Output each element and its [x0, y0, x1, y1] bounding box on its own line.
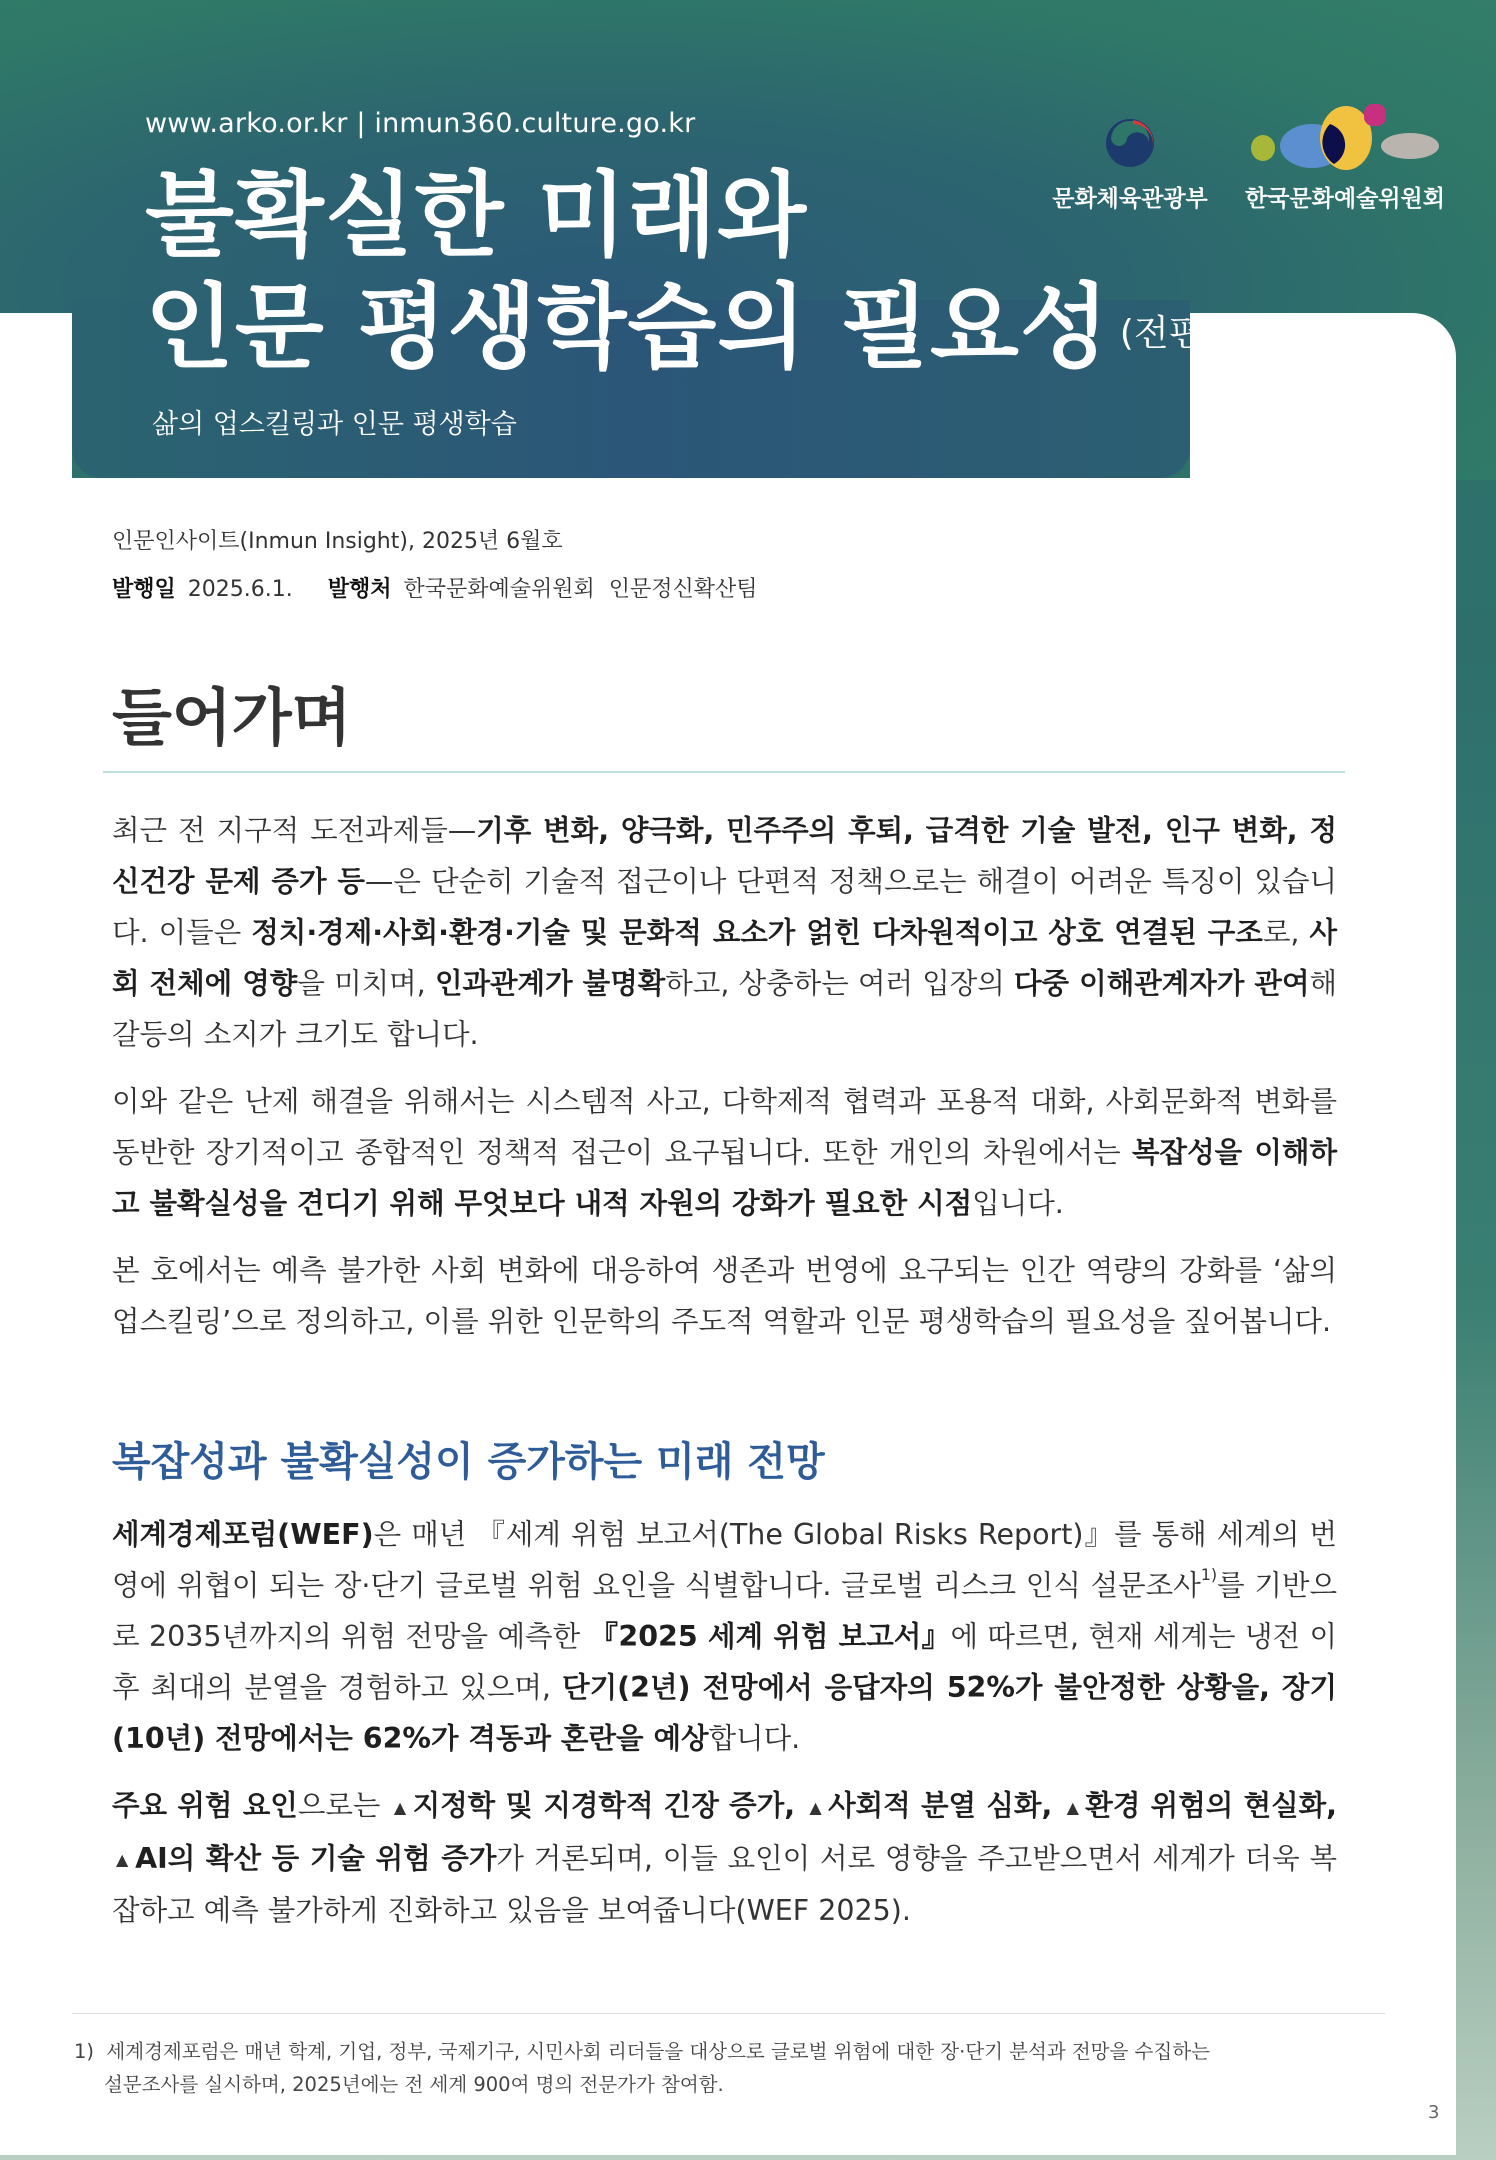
text: 본 호에서는 예측 불가한 사회 변화에 대응하여 생존과 번영에 요구되는 인간 역량의 강화를 ‘삶의 업스킬링’으로 정의하고, 이를 위한 인문학의 주도적 역할과 인문 평생학습의 필요성을 짚어봅니다. — [112, 1254, 1337, 1338]
arko-logo — [1245, 104, 1445, 213]
title-line-1: 불확실한 미래와 — [145, 162, 808, 269]
footnote-divider — [72, 2013, 1385, 2014]
paragraph — [112, 1245, 1337, 1347]
bullet-triangle-icon: ▲ — [393, 1797, 407, 1817]
emphasis-text: 다중 이해관계자가 관여 — [1014, 967, 1310, 1000]
paragraph — [112, 1509, 1337, 1764]
text: 에 따르면, 현재 세계는 냉전 이후 최대의 분열을 경험하고 있으며, — [112, 1620, 1338, 1704]
emphasis-text: 사회적 분열 심화, — [828, 1789, 1063, 1822]
bullet-triangle-icon: ▲ — [1066, 1797, 1080, 1817]
footnote — [74, 2035, 1210, 2101]
title-suffix: (전편) — [1119, 312, 1218, 354]
text: 합니다. — [708, 1722, 801, 1755]
subtitle: 삶의 업스킬링과 인문 평생학습 — [152, 409, 517, 440]
section-heading-intro: 들어가며 — [112, 681, 352, 754]
arko-shapes-icon — [1250, 104, 1440, 170]
emphasis-text: 사회 전체에 영향 — [112, 916, 1337, 1000]
footnote-line-2: 설문조사를 실시하며, 2025년에는 전 세계 900여 명의 전문가가 참여함. — [104, 2073, 724, 2096]
title-line-2-text: 인문 평생학습의 필요성 — [145, 274, 1110, 381]
text: 입니다. — [972, 1187, 1064, 1220]
publisher: 한국문화예술위원회 인문정신확산팀 — [403, 577, 758, 602]
bullet-triangle-icon: ▲ — [809, 1797, 823, 1817]
text: —은 단순히 기술적 접근이나 단편적 정책으로는 해결이 어려운 특징이 있습니다. 이들은 — [112, 865, 1338, 949]
emphasis-text: 환경 위험의 현실화, — [1085, 1789, 1338, 1822]
bullet-triangle-icon: ▲ — [116, 1850, 130, 1869]
text: 로, — [1262, 916, 1310, 949]
footnote-line-1: 1) 세계경제포럼은 매년 학계, 기업, 정부, 국제기구, 시민사회 리더들을 대상으로 글로벌 위험에 대한 장·단기 분석과 전망을 수집하는 — [74, 2040, 1210, 2063]
text: 최근 전 지구적 도전과제들— — [112, 814, 477, 847]
date-label: 발행일 — [112, 577, 176, 602]
text: 이와 같은 난제 해결을 위해서는 시스템적 사고, 다학제적 협력과 포용적 대화, 사회문화적 변화를 동반한 장기적이고 종합적인 정책적 접근이 요구됩니다. 또한 개인의 차원에서는 — [112, 1085, 1337, 1169]
emphasis-text: 지정학 및 지경학적 긴장 증가, — [412, 1789, 806, 1822]
section-heading-outlook: 복잡성과 불확실성이 증가하는 미래 전망 — [112, 1439, 825, 1485]
paragraph — [112, 1076, 1337, 1229]
text: 으로는 — [297, 1789, 390, 1822]
emphasis-text: 복잡성을 이해하고 불확실성을 견디기 위해 무엇보다 내적 자원의 강화가 필요한 시점 — [112, 1136, 1337, 1220]
title-line-2 — [145, 272, 1217, 390]
heading-divider — [103, 771, 1345, 773]
text: 해 갈등의 소지가 크기도 합니다. — [112, 967, 1338, 1051]
emphasis-text: 주요 위험 요인 — [112, 1789, 298, 1822]
outlook-body — [112, 1509, 1337, 1952]
mcst-logo — [1050, 116, 1210, 213]
emphasis-text: AI의 확산 등 기술 위험 증가 — [135, 1841, 497, 1875]
publish-date: 2025.6.1. — [187, 577, 293, 602]
emphasis-text: 세계경제포럼(WEF) — [112, 1518, 374, 1551]
intro-body — [112, 805, 1337, 1363]
text: 하고, 상충하는 여러 입장의 — [665, 967, 1015, 1000]
text: 을 미치며, — [297, 967, 435, 1000]
mcst-logo-text: 문화체육관광부 — [1052, 186, 1208, 212]
emphasis-text: 단기(2년) 전망에서 응답자의 52%가 불안정한 상황을, 장기(10년) 전망에서는 62%가 격동과 혼란을 예상 — [112, 1671, 1337, 1755]
paragraph — [112, 1780, 1337, 1936]
taegeuk-emblem-icon — [1103, 116, 1157, 170]
emphasis-text: 『2025 세계 위험 보고서』 — [589, 1620, 951, 1653]
arko-logo-text: 한국문화예술위원회 — [1245, 186, 1445, 212]
footnote-ref: 1) — [1200, 1565, 1218, 1584]
publisher-label: 발행처 — [327, 577, 392, 602]
website-urls: www.arko.or.kr | inmun360.culture.go.kr — [145, 108, 696, 139]
page-number: 3 — [1428, 2102, 1440, 2123]
emphasis-text: 기후 변화, 양극화, 민주주의 후퇴, 급격한 기술 발전, 인구 변화, 정신건강 문제 증가 등 — [112, 814, 1337, 898]
emphasis-text: 인과관계가 불명확 — [434, 967, 666, 1000]
issue-info: 인문인사이트(Inmun Insight), 2025년 6월호 — [112, 529, 563, 554]
publication-info — [112, 572, 758, 603]
text: 가 거론되며, 이들 요인이 서로 영향을 주고받으면서 세계가 더욱 복잡하고 예측 불가하게 진화하고 있음을 보여줍니다(WEF 2025). — [112, 1841, 1338, 1927]
paragraph — [112, 805, 1337, 1060]
text: 은 매년 『세계 위험 보고서(The Global Risks Report)』를 통해 세계의 번영에 위협이 되는 장·단기 글로벌 위험 요인을 식별합니다. 글로벌 리스크 인식 설문조사 — [112, 1518, 1337, 1602]
emphasis-text: 정치·경제·사회·환경·기술 및 문화적 요소가 얽힌 다차원적이고 상호 연결된 구조 — [251, 916, 1263, 949]
text: 를 기반으로 2035년까지의 위험 전망을 예측한 — [112, 1569, 1338, 1653]
